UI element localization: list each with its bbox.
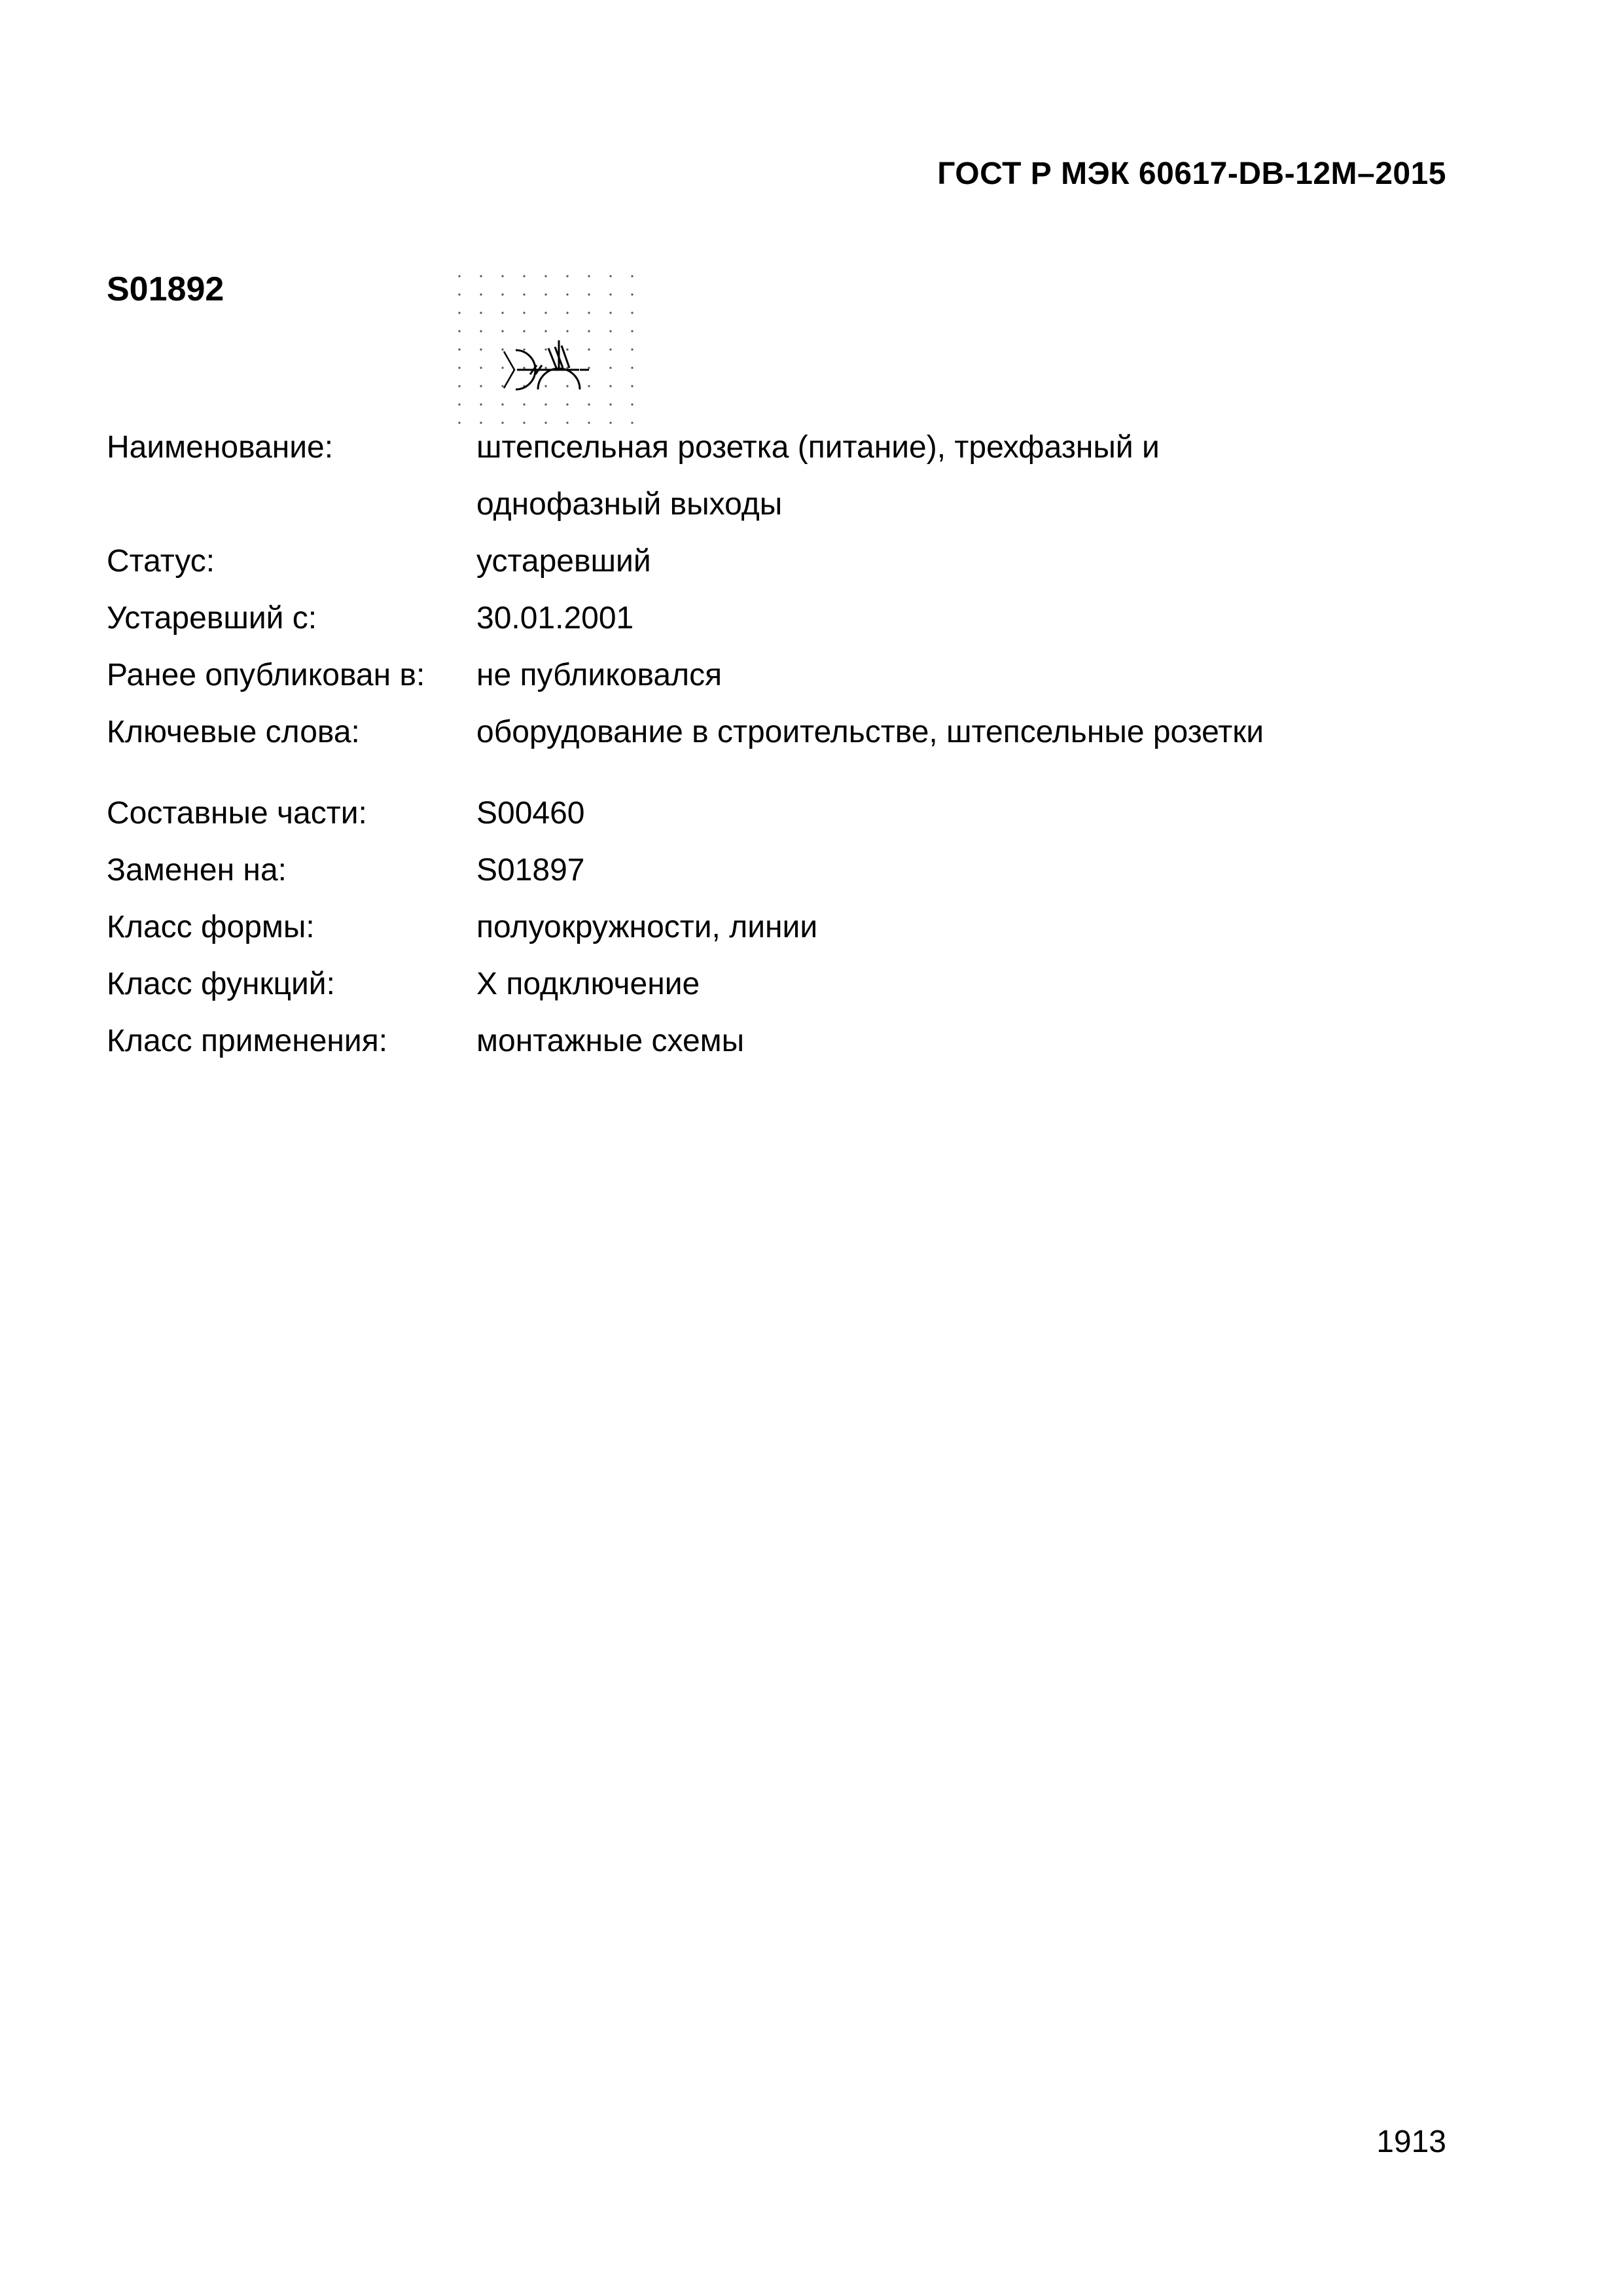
property-row-previously-published: [107, 647, 1481, 704]
grid-dot: [609, 367, 611, 368]
grid-dot: [631, 367, 633, 368]
property-row-name: [107, 419, 1481, 476]
grid-dot: [566, 385, 568, 387]
grid-dot: [480, 330, 482, 332]
grid-dot: [566, 330, 568, 332]
grid-dot: [566, 403, 568, 405]
grid-dot: [609, 403, 611, 405]
grid-dot: [631, 403, 633, 405]
grid-dot: [523, 403, 525, 405]
property-label: Наименование:: [107, 430, 334, 465]
grid-dot: [458, 330, 460, 332]
grid-dot: [458, 403, 460, 405]
grid-dot: [458, 385, 460, 387]
grid-dot: [501, 312, 503, 314]
grid-dot: [609, 348, 611, 350]
grid-dot: [480, 403, 482, 405]
property-label: Ранее опубликован в:: [107, 658, 425, 692]
property-value: штепсельная розетка (питание), трехфазный и: [476, 430, 1160, 465]
grid-dot: [501, 403, 503, 405]
grid-dot: [544, 275, 546, 277]
grid-dot: [480, 348, 482, 350]
grid-dot: [544, 348, 546, 350]
grid-dot: [501, 367, 503, 368]
grid-dot: [588, 348, 590, 350]
property-value: S01897: [476, 853, 585, 888]
grid-dot: [609, 312, 611, 314]
grid-dot: [609, 385, 611, 387]
standard-code: ГОСТ Р МЭК 60617-DB-12M–2015: [937, 156, 1446, 191]
grid-dot: [501, 275, 503, 277]
property-label: Статус:: [107, 544, 215, 579]
grid-dot: [631, 348, 633, 350]
property-value: 30.01.2001: [476, 601, 634, 636]
property-row-name-continued: [107, 476, 1481, 533]
grid-dot: [631, 330, 633, 332]
grid-dot: [588, 330, 590, 332]
grid-dot: [458, 367, 460, 368]
grid-dot: [544, 312, 546, 314]
grid-dot: [588, 385, 590, 387]
symbol-strokes: [504, 340, 589, 389]
grid-dot: [609, 330, 611, 332]
property-label: Ключевые слова:: [107, 715, 360, 749]
property-value: однофазный выходы: [476, 487, 783, 522]
grid-dot: [480, 367, 482, 368]
grid-dot: [588, 312, 590, 314]
grid-dot: [566, 293, 568, 295]
grid-dot: [566, 312, 568, 314]
property-value: S00460: [476, 796, 585, 831]
property-label: Устаревший с:: [107, 601, 317, 636]
property-value: не публиковался: [476, 658, 722, 692]
property-label: Класс функций:: [107, 967, 335, 1001]
grid-dot: [523, 367, 525, 368]
grid-dot: [458, 293, 460, 295]
property-row-function-class: [107, 956, 1481, 1013]
property-row-components: [107, 785, 1481, 842]
grid-dot: [458, 348, 460, 350]
grid-dot: [501, 385, 503, 387]
grid-dot: [501, 348, 503, 350]
property-value: полуокружности, линии: [476, 910, 818, 944]
grid-dot: [609, 275, 611, 277]
grid-dot: [544, 293, 546, 295]
grid-dot: [544, 367, 546, 368]
grid-dot: [588, 367, 590, 368]
property-label: Составные части:: [107, 796, 367, 831]
grid-dots: [458, 275, 633, 423]
property-value: монтажные схемы: [476, 1024, 745, 1058]
property-row-status: [107, 533, 1481, 590]
property-value: устаревший: [476, 544, 651, 579]
property-label: Класс формы:: [107, 910, 315, 944]
grid-dot: [523, 312, 525, 314]
property-value: X подключение: [476, 967, 700, 1001]
grid-dot: [588, 403, 590, 405]
symbol-id: S01892: [107, 270, 224, 308]
property-row-shape-class: [107, 899, 1481, 956]
property-label-empty: [107, 476, 476, 533]
grid-dot: [588, 275, 590, 277]
socket-outlet-symbol-icon: [452, 270, 641, 427]
property-row-obsolete-since: [107, 590, 1481, 647]
symbol-properties: [107, 419, 1481, 1069]
grid-dot: [544, 403, 546, 405]
grid-dot: [501, 330, 503, 332]
property-row-keywords: [107, 704, 1481, 761]
property-value: оборудование в строительстве, штепсельные розетки: [476, 715, 1264, 749]
grid-dot: [566, 275, 568, 277]
property-row-replaced-by: [107, 842, 1481, 899]
grid-dot: [631, 312, 633, 314]
grid-dot: [480, 293, 482, 295]
grid-dot: [480, 385, 482, 387]
grid-dot: [566, 348, 568, 350]
grid-dot: [523, 348, 525, 350]
grid-dot: [609, 293, 611, 295]
grid-dot: [458, 312, 460, 314]
grid-dot: [501, 293, 503, 295]
grid-dot: [523, 330, 525, 332]
grid-dot: [480, 312, 482, 314]
property-label: Класс применения:: [107, 1024, 388, 1058]
property-label: Заменен на:: [107, 853, 287, 888]
grid-dot: [588, 293, 590, 295]
grid-dot: [523, 275, 525, 277]
grid-dot: [480, 275, 482, 277]
page-number: 1913: [1376, 2125, 1446, 2159]
property-row-application-class: [107, 1013, 1481, 1069]
grid-dot: [523, 293, 525, 295]
grid-dot: [631, 275, 633, 277]
grid-dot: [631, 385, 633, 387]
grid-dot: [631, 293, 633, 295]
grid-dot: [544, 330, 546, 332]
grid-dot: [544, 385, 546, 387]
grid-dot: [458, 275, 460, 277]
